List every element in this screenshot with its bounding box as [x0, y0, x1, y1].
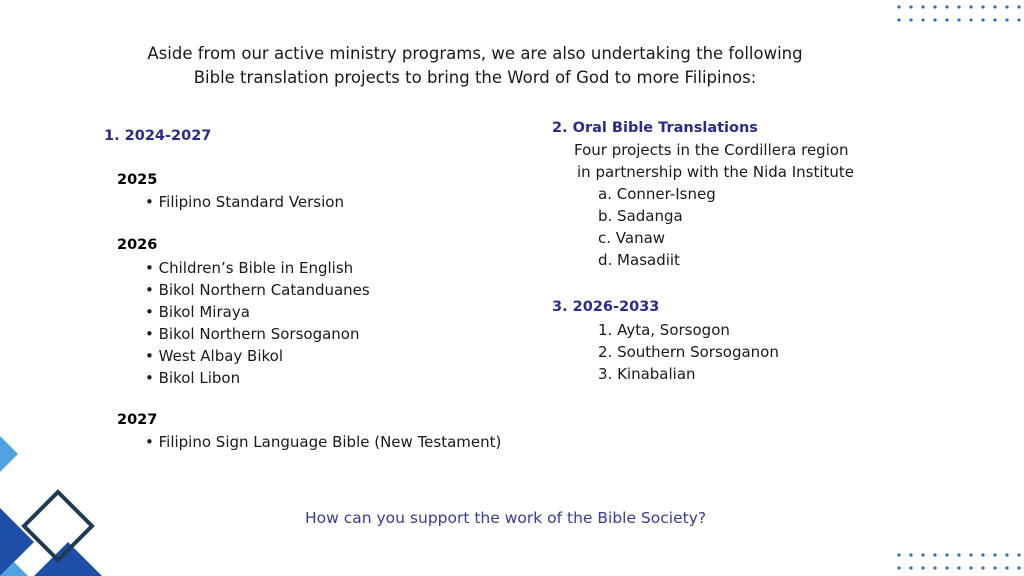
year-2027: 2027 — [117, 412, 158, 428]
geometric-decoration — [0, 430, 120, 576]
list-item-label: West Albay Bikol — [158, 347, 284, 365]
list-item: • Filipino Standard Version — [145, 193, 344, 211]
list-item: d. Masadiit — [598, 251, 680, 269]
intro-paragraph — [100, 42, 850, 90]
list-item: • West Albay Bikol — [145, 347, 284, 365]
list-item: a. Conner-Isneg — [598, 185, 716, 203]
list-item: 3. Kinabalian — [598, 365, 696, 383]
section-1-heading: 1. 2024-2027 — [104, 128, 212, 144]
intro-line-1: Aside from our active ministry programs, we are also undertaking the following — [147, 44, 803, 63]
list-item: • Children’s Bible in English — [145, 259, 354, 277]
list-item: 1. Ayta, Sorsogon — [598, 321, 730, 339]
list-item: b. Sadanga — [598, 207, 683, 225]
section-2-description-line-1: Four projects in the Cordillera region — [574, 141, 849, 159]
section-2-heading: 2. Oral Bible Translations — [552, 120, 758, 136]
support-question: How can you support the work of the Bible Society? — [305, 509, 707, 527]
list-item-label: Bikol Northern Catanduanes — [158, 281, 370, 299]
dot-grid-bottom-right — [890, 548, 1024, 576]
intro-line-2: Bible translation projects to bring the Word of God to more Filipinos: — [193, 68, 757, 87]
year-2025: 2025 — [117, 172, 158, 188]
list-item-label: Bikol Northern Sorsoganon — [158, 325, 360, 343]
section-2-description-line-2: in partnership with the Nida Institute — [577, 163, 855, 181]
list-item-label: Filipino Standard Version — [158, 193, 344, 211]
list-item-label: Bikol Miraya — [158, 303, 250, 321]
list-item-label: Children’s Bible in English — [158, 259, 354, 277]
year-2026: 2026 — [117, 237, 158, 253]
list-item-label: Filipino Sign Language Bible (New Testament) — [158, 433, 502, 451]
list-item: 2. Southern Sorsoganon — [598, 343, 779, 361]
list-item: • Bikol Miraya — [145, 303, 250, 321]
list-item: • Bikol Northern Catanduanes — [145, 281, 370, 299]
list-item-label: Bikol Libon — [158, 369, 241, 387]
list-item: • Bikol Libon — [145, 369, 241, 387]
dot-grid-top-right — [890, 0, 1024, 30]
list-item: • Bikol Northern Sorsoganon — [145, 325, 360, 343]
list-item: • Filipino Sign Language Bible (New Testament) — [145, 433, 502, 451]
list-item: c. Vanaw — [598, 229, 666, 247]
section-3-heading: 3. 2026-2033 — [552, 299, 660, 315]
